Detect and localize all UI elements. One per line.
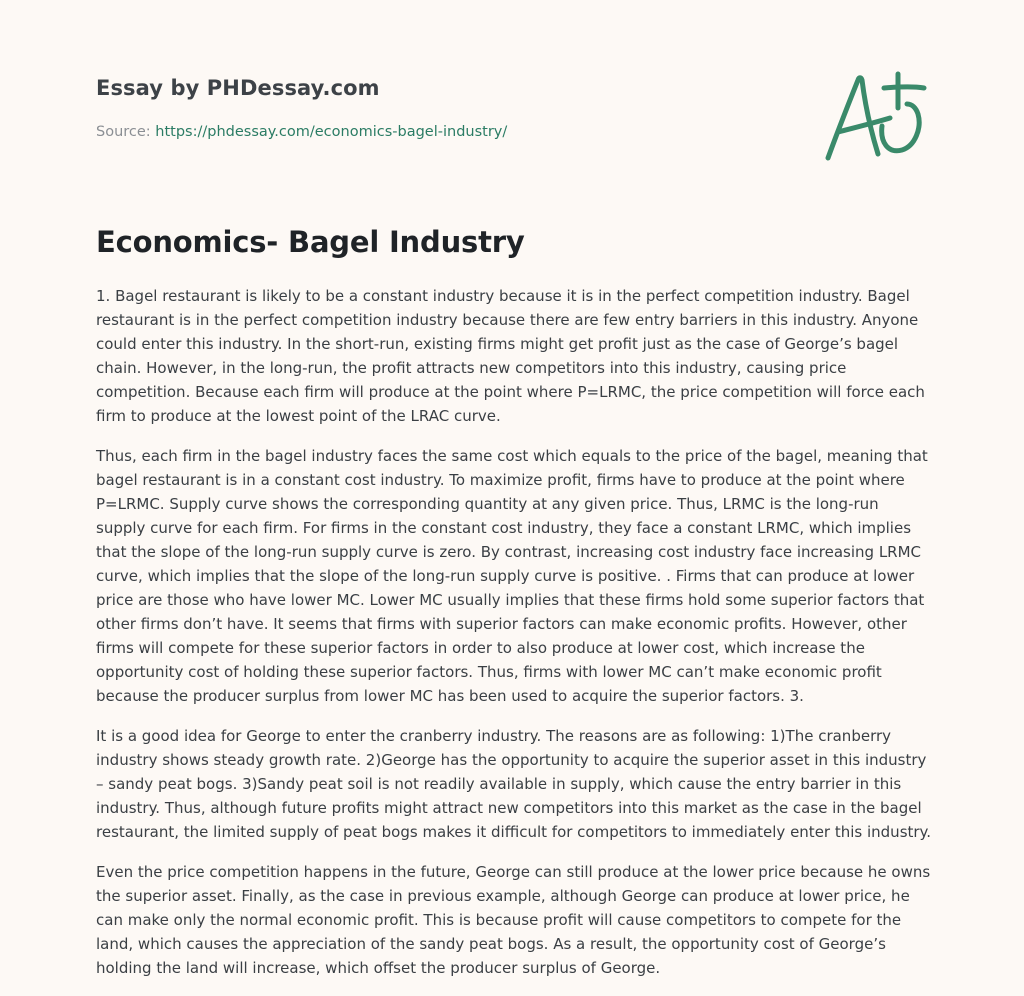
a-plus-logo-icon [818,66,932,166]
essay-paragraph-2: Thus, each firm in the bagel industry faces the same cost which equals to the price of the bagel, meaning that bagel restaurant is in a constant cost industry. To maximize profit, firms have to produce at the point where P=LRMC. Supply curve shows the corresponding quantity at any given price. Thus, LRMC is the long-run supply curve for each firm. For firms in the constant cost industry, they face a constant LRMC, which implies that the slope of the long-run supply curve is zero. By contrast, increasing cost industry face increasing LRMC curve, which implies that the slope of the long-run supply curve is positive. . Firms that can produce at lower price are those who have lower MC. Lower MC usually implies that these firms hold some superior factors that other firms don’t have. It seems that firms with superior factors can make economic profits. However, other firms will compete for these superior factors in order to also produce at lower cost, which increase the opportunity cost of holding these superior factors. Thus, firms with lower MC can’t make economic profit because the producer surplus from lower MC has been used to acquire the superior factors. 3. [96,447,928,705]
source-line [96,124,507,140]
site-brand: Essay by PHDessay.com [96,76,380,100]
essay-paragraph-3: It is a good idea for George to enter the cranberry industry. The reasons are as following: 1)The cranberry industry shows steady growth rate. 2)George has the opportunity to acquire the superior asset in this industry – sandy peat bogs. 3)Sandy peat soil is not readily available in supply, which cause the entry barrier in this industry. Thus, although future profits might attract new competitors into this market as the case in the bagel restaurant, the limited supply of peat bogs makes it difficult for competitors to immediately enter this industry. [96,727,932,841]
source-label: Source: [96,124,151,140]
essay-paragraph-1: 1. Bagel restaurant is likely to be a constant industry because it is in the perfect competition industry. Bagel restaurant is in the perfect competition industry because there are few entry barriers in this industry. Anyone could enter this industry. In the short-run, existing firms might get profit just as the case of George’s bagel chain. However, in the long-run, the profit attracts new competitors into this industry, causing price competition. Because each firm will produce at the point where P=LRMC, the price competition will force each firm to produce at the lowest point of the LRAC curve. [96,287,925,425]
essay-body [96,284,932,996]
source-link[interactable]: https://phdessay.com/economics-bagel-industry/ [155,124,508,140]
essay-title: Economics- Bagel Industry [96,225,525,259]
essay-paragraph-4: Even the price competition happens in the future, George can still produce at the lower price because he owns the superior asset. Finally, as the case in previous example, although George can produce at lower price, he can make only the normal economic profit. This is because profit will cause competitors to compete for the land, which causes the appreciation of the sandy peat bogs. As a result, the opportunity cost of George’s holding the land will increase, which offset the producer surplus of George. [96,863,931,977]
